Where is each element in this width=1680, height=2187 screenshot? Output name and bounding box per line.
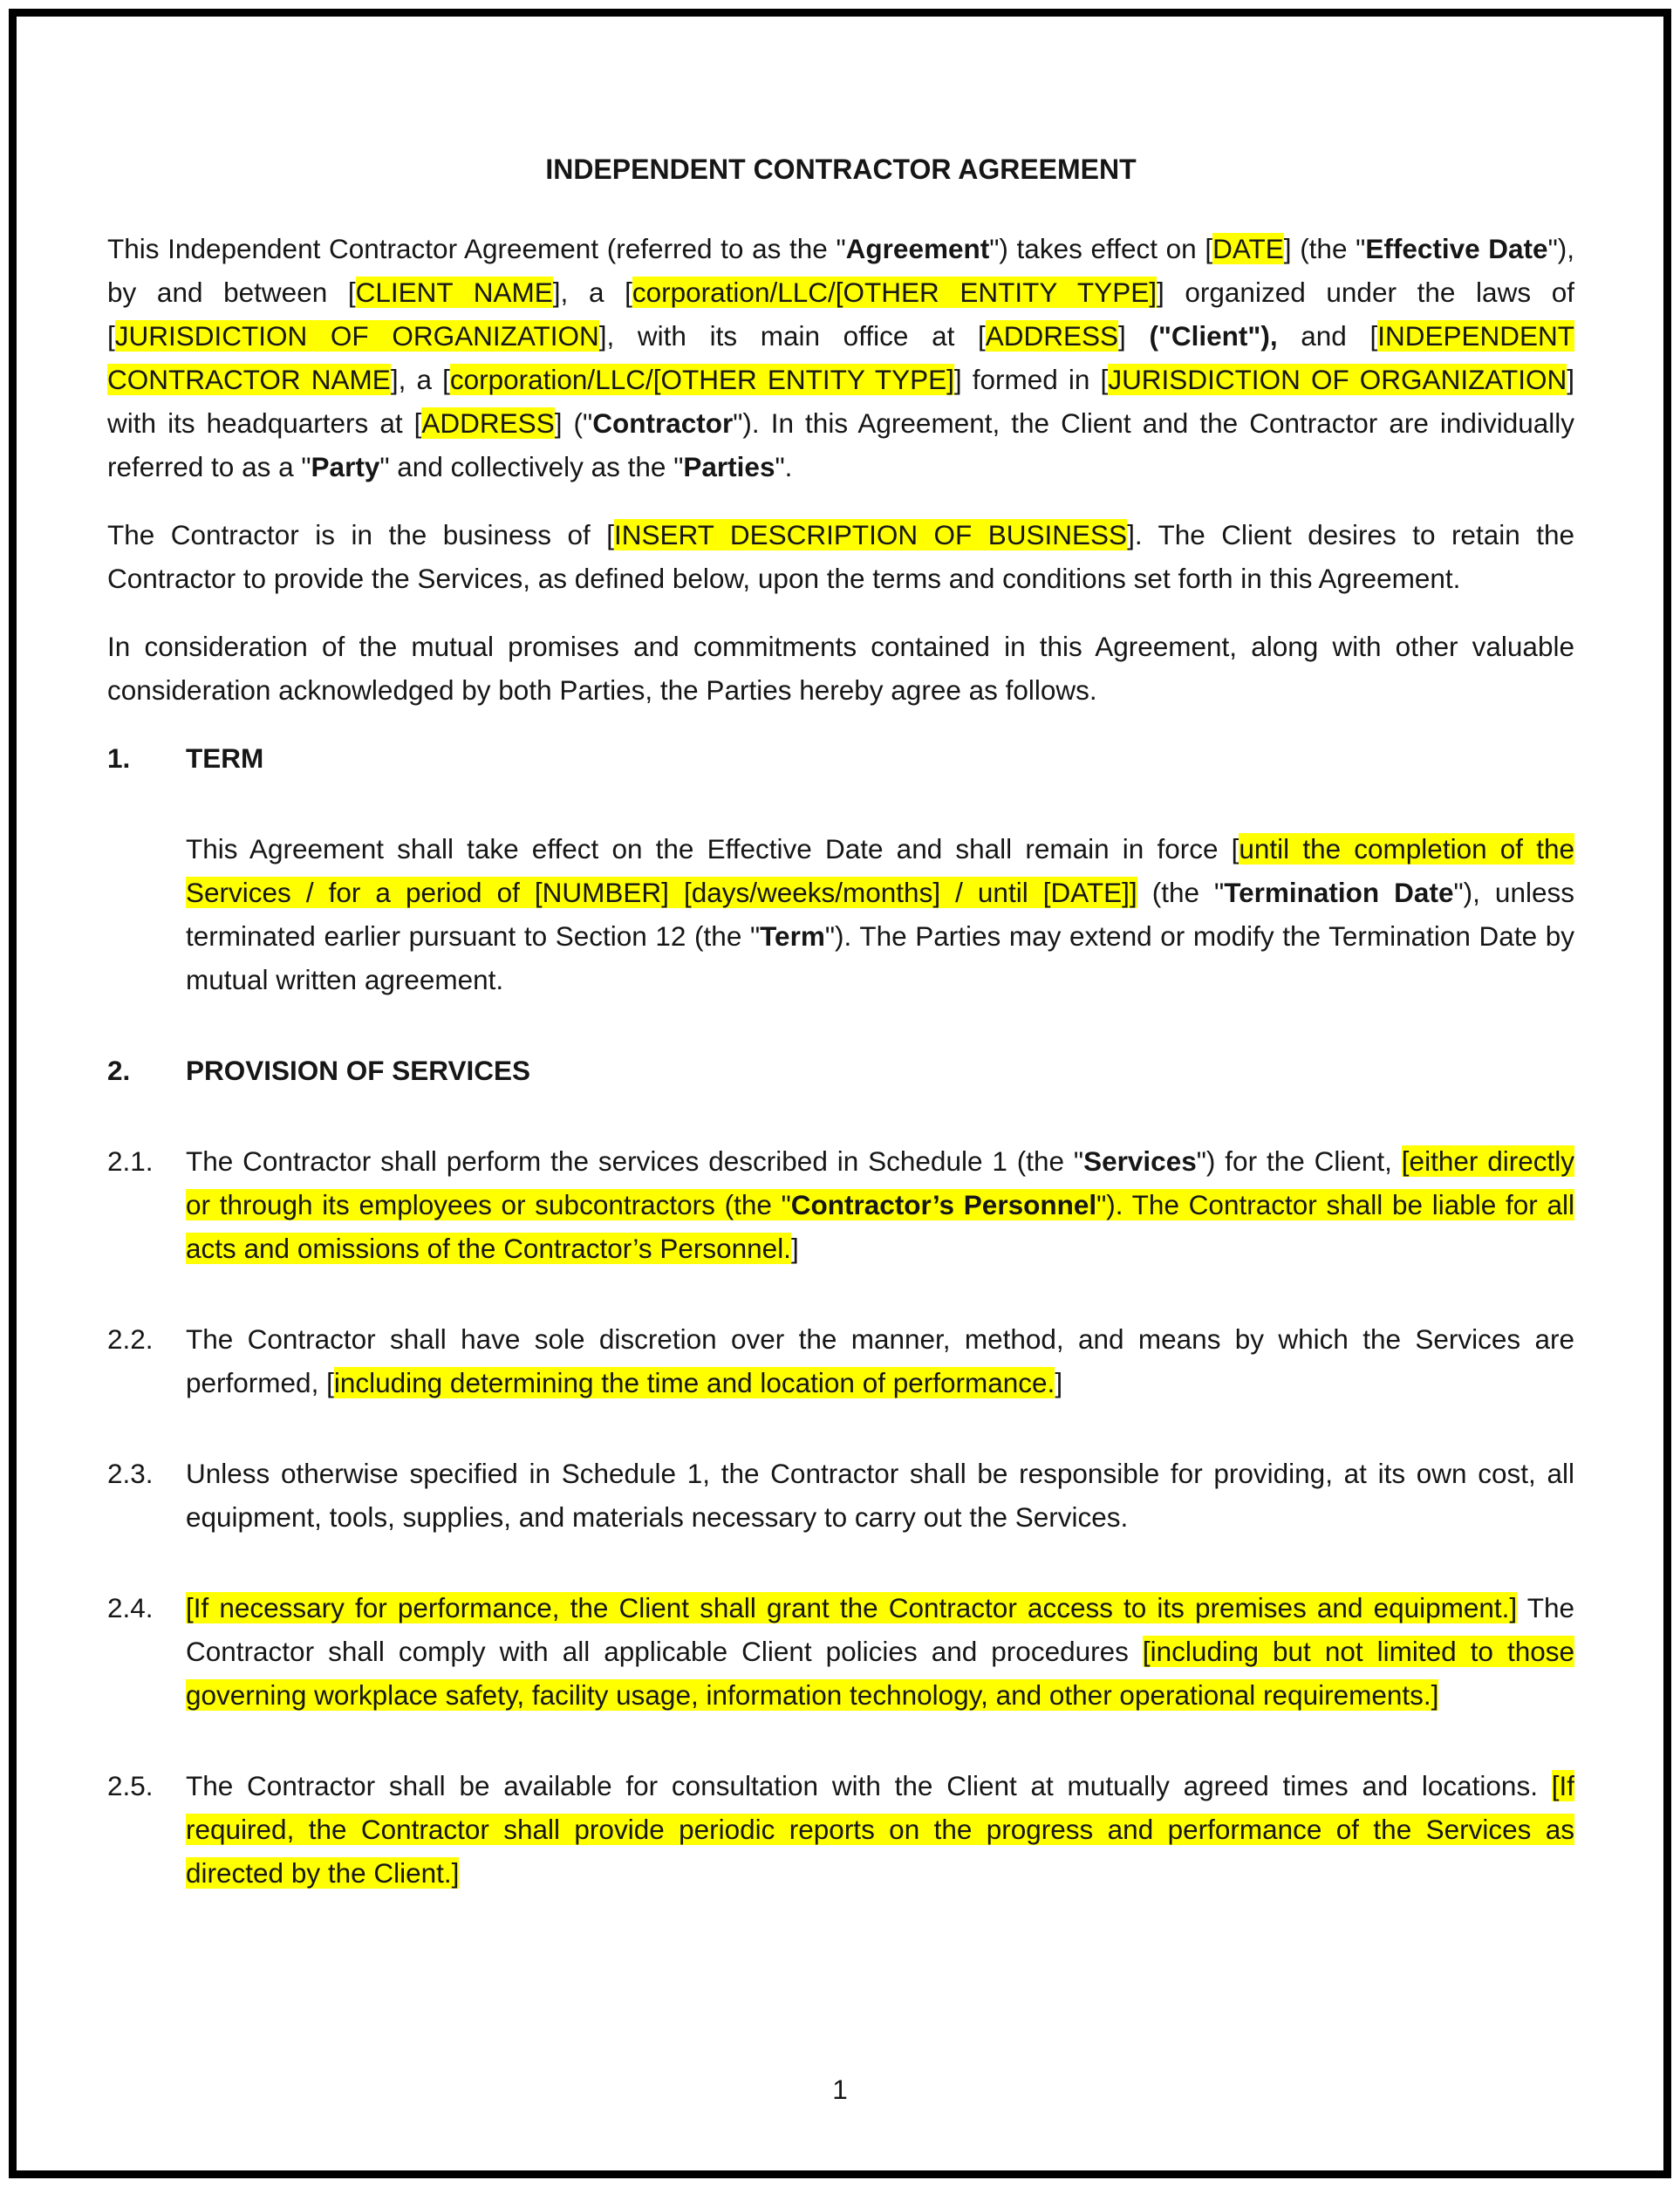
section-1-title: TERM	[186, 742, 264, 774]
section-1-number: 1.	[107, 742, 131, 774]
section-2-title: PROVISION OF SERVICES	[186, 1055, 531, 1086]
clause-2-5-number: 2.5.	[107, 1770, 154, 1801]
intro-paragraph-1: This Independent Contractor Agreement (referred to as the "Agreement") takes effect on [DATE] (the "Effective Date"), by and between [CLIENT NAME], a [corporation/LLC/[OTHER ENTITY TYPE]] organized under the laws of [JURISDICTION OF ORGANIZATION], with its main office at [ADDRESS] ("Client"), and [INDEPENDENT CONTRACTOR NAME], a [corporation/LLC/[OTHER ENTITY TYPE]] formed in [JURISDICTION OF ORGANIZATION] with its headquarters at [ADDRESS] ("Contractor"). In this Agreement, the Client and the Contractor are individually referred to as a "Party" and collectively as the "Parties".	[107, 233, 1575, 482]
page-number: 1	[832, 2074, 848, 2105]
section-1-clause	[107, 827, 1574, 1001]
intro-paragraph-3: In consideration of the mutual promises and commitments contained in this Agreement, along with other valuable consideration acknowledged by both Parties, the Parties hereby agree as follows.	[107, 631, 1574, 706]
document-title: INDEPENDENT CONTRACTOR AGREEMENT	[545, 154, 1137, 185]
clause-2-1	[107, 1139, 1574, 1270]
clause-2-3-text: Unless otherwise specified in Schedule 1, the Contractor shall be responsible for providing, at its own cost, all equipment, tools, supplies, and materials necessary to carry out the Services.	[186, 1458, 1574, 1533]
section-2-number: 2.	[107, 1055, 131, 1086]
section-1-clause-text: This Agreement shall take effect on the Effective Date and shall remain in force [until the completion of the Services / for a period of [NUMBER] [days/weeks/months] / until [DATE]] (the "Termination Date"), unless terminated earlier pursuant to Section 12 (the "Term"). The Parties may extend or modify the Termination Date by mutual written agreement.	[186, 833, 1574, 995]
clause-2-5-text: The Contractor shall be available for consultation with the Client at mutually agreed times and locations. [If required, the Contractor shall provide periodic reports on the progress and performance of the Services as directed by the Client.]	[186, 1770, 1574, 1889]
clause-2-4	[107, 1586, 1574, 1717]
section-1-clause-number	[107, 827, 186, 1001]
clause-2-2-number: 2.2.	[107, 1323, 154, 1355]
clause-2-1-number: 2.1.	[107, 1145, 154, 1177]
clause-2-1-text: The Contractor shall perform the services described in Schedule 1 (the "Services") for the Client, [either directly or through its employees or subcontractors (the "Contractor’s Personnel"). The Contractor shall be liable for all acts and omissions of the Contractor’s Personnel.]	[186, 1145, 1575, 1264]
clause-2-3	[107, 1452, 1574, 1539]
clause-2-4-number: 2.4.	[107, 1592, 154, 1623]
intro-paragraph-2: The Contractor is in the business of [INSERT DESCRIPTION OF BUSINESS]. The Client desires to retain the Contractor to provide the Services, as defined below, upon the terms and conditions set forth in this Agreement.	[107, 519, 1574, 594]
section-2-heading	[107, 1049, 1574, 1092]
clause-2-4-text: [If necessary for performance, the Client shall grant the Contractor access to its premises and equipment.] The Contractor shall comply with all applicable Client policies and procedures [including but not limited to those governing workplace safety, facility usage, information technology, and other operational requirements.]	[186, 1592, 1575, 1711]
document-body	[107, 150, 1574, 1942]
section-1-heading	[107, 736, 1574, 780]
clause-2-3-number: 2.3.	[107, 1458, 154, 1489]
clause-2-2	[107, 1317, 1574, 1404]
clause-2-2-text: The Contractor shall have sole discretion over the manner, method, and means by which the Services are performed, [including determining the time and location of performance.]	[186, 1323, 1574, 1398]
clause-2-5	[107, 1764, 1574, 1895]
